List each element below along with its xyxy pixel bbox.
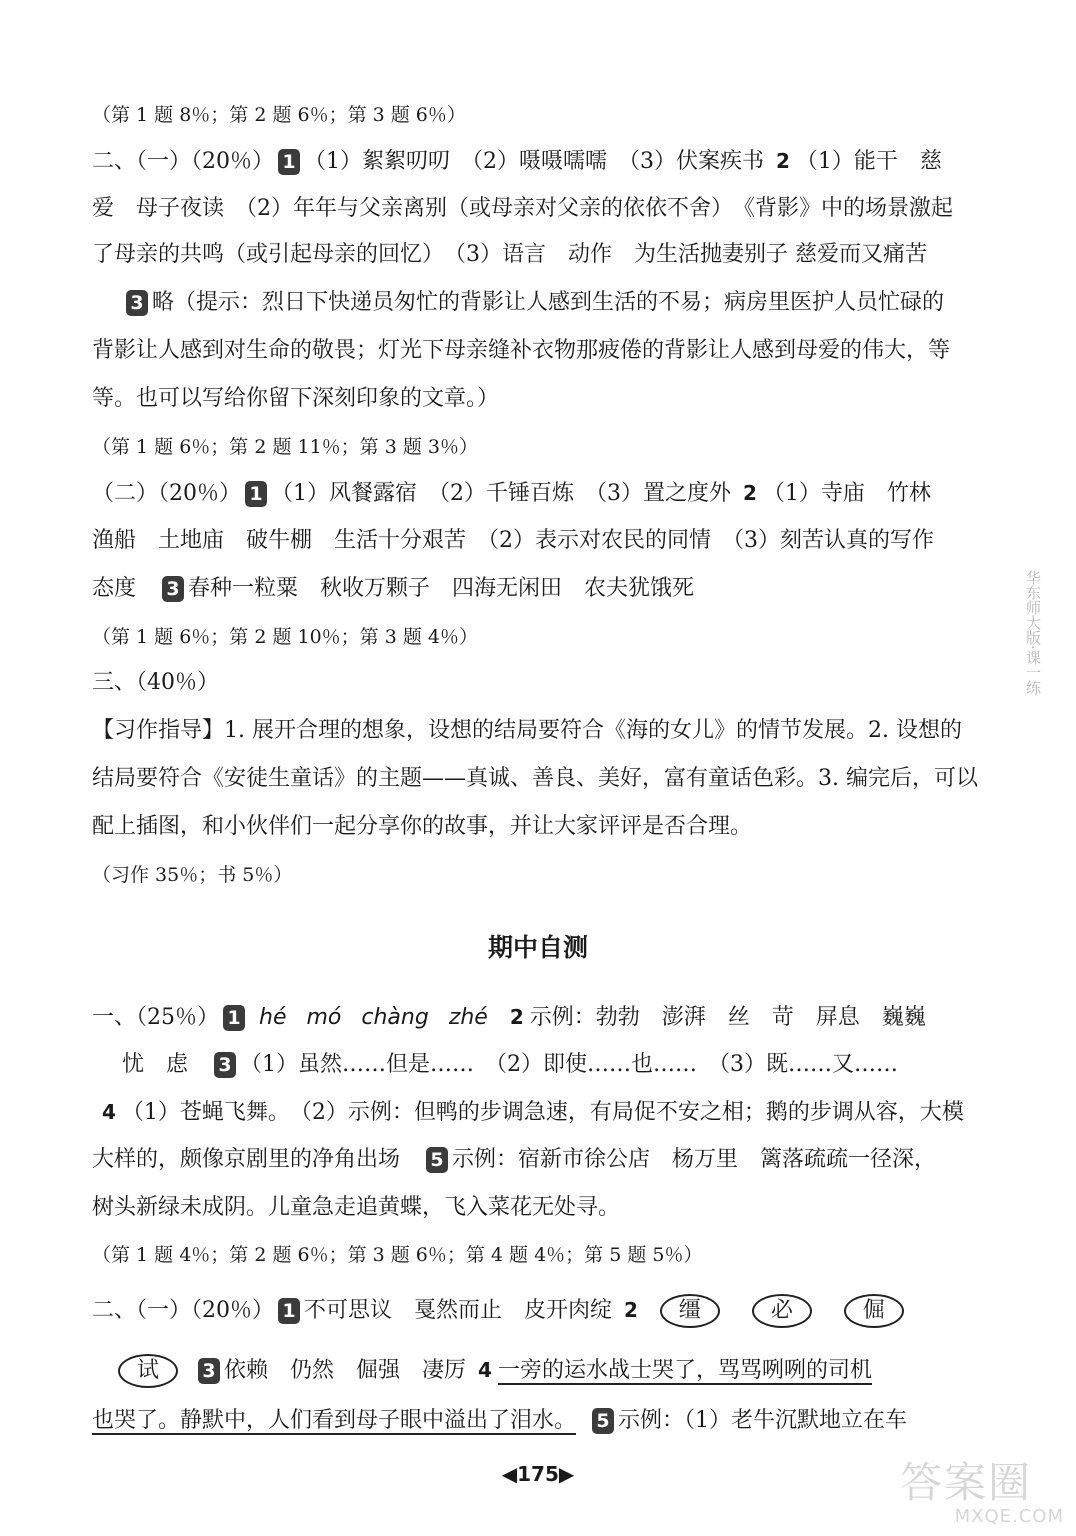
section-label: 三、（40％） <box>92 670 219 695</box>
question-number-badge: 1 <box>223 1005 245 1031</box>
section-label: 一、（25％） <box>92 1005 219 1030</box>
answer-text: 不可思议 戛然而止 皮开肉绽 <box>304 1298 613 1323</box>
answer-text: 示例：勃勃 澎湃 丝 苛 屏息 巍巍 <box>529 1005 926 1030</box>
pinyin-word: chàng <box>361 1005 429 1030</box>
score-note-2: （第 1 题 6％；第 2 题 11％；第 3 题 3％） <box>92 436 478 458</box>
writing-guide: 配上插图，和小伙伴们一起分享你的故事，并让大家评评是否合理。 <box>92 814 753 839</box>
pinyin-word: mó <box>306 1005 342 1030</box>
question-number-badge: 5 <box>592 1408 614 1434</box>
question-number-badge: 3 <box>214 1052 236 1078</box>
answer-line: 渔船 土地庙 破牛棚 生活十分艰苦 （2）表示对农民的同情 （3）刻苦认真的写作 <box>92 528 934 553</box>
question-number-badge: 1 <box>245 481 267 507</box>
circled-character: 试 <box>118 1354 178 1388</box>
section-label: 二、（一）（20％） <box>92 149 274 174</box>
answer-text: （1）能干 慈 <box>795 149 942 174</box>
answer-text: 忧 虑 <box>122 1052 189 1077</box>
answer-line <box>92 1406 907 1436</box>
underlined-answer: 一旁的运水战士哭了，骂骂咧咧的司机 <box>497 1358 872 1383</box>
answer-text: （1）苍蝇飞舞。 （2）示例：但鸭的步调急速，有局促不安之相；鹅的步调从容，大模 <box>121 1100 964 1125</box>
writing-guide: 结局要符合《安徒生童话》的主题——真诚、善良、美好，富有童话色彩。3. 编完后，可以 <box>92 766 978 791</box>
section-label: 二、（一）（20％） <box>92 1298 274 1323</box>
question-number-badge: 1 <box>278 1298 300 1324</box>
question-number-badge: 1 <box>278 149 300 175</box>
score-note-1: （第 1 题 8％；第 2 题 6％；第 3 题 6％） <box>92 104 466 126</box>
answer-line <box>122 288 944 318</box>
answer-line <box>92 1002 926 1033</box>
side-series-label: 华东师大版·课一练 <box>1024 570 1042 695</box>
answer-line: 了母亲的共鸣（或引起母亲的回忆） （3）语言 动作 为生活抛妻别子 慈爱而又痛苦 <box>92 242 927 267</box>
answer-line: 等。也可以写给你留下深刻印象的文章。） <box>92 386 500 411</box>
watermark-text: 答案圈 <box>900 1458 1033 1507</box>
question-number: 4 <box>478 1358 492 1382</box>
question-number-badge: 5 <box>426 1147 448 1173</box>
answer-text: （1）寺庙 竹林 <box>762 481 931 506</box>
answer-text: 春种一粒粟 秋收万颗子 四海无闲田 农夫犹饿死 <box>188 576 695 601</box>
answer-line <box>102 1097 964 1128</box>
question-number: 4 <box>102 1100 116 1124</box>
answer-line: 爱 母子夜读 （2）年年与父亲离别（或母亲对父亲的依依不舍） 《背影》中的场景激起 <box>92 196 954 221</box>
answer-text: 大样的，颇像京剧里的净角出场 <box>92 1147 401 1172</box>
circled-character: 必 <box>752 1294 812 1328</box>
page-number: ◀175▶ <box>501 1462 575 1486</box>
answer-text: 示例：宿新市徐公店 杨万里 篱落疏疏一径深， <box>452 1147 937 1172</box>
circled-character: 倔 <box>844 1294 904 1328</box>
question-number-badge: 3 <box>162 576 184 602</box>
answer-line <box>92 478 931 509</box>
answer-line <box>92 1294 920 1328</box>
score-note-4: （习作 35％；书 5％） <box>92 864 293 886</box>
answer-line: 树头新绿未成阴。儿童急走追黄蝶，飞入菜花无处寻。 <box>92 1195 621 1220</box>
underlined-answer: 也哭了。静默中，人们看到母子眼中溢出了泪水。 <box>92 1408 577 1433</box>
answer-text: 态度 <box>92 576 137 601</box>
answer-line <box>92 574 694 604</box>
score-note-5: （第 1 题 4％；第 2 题 6％；第 3 题 6％；第 4 题 4％；第 5 题 5％） <box>92 1244 703 1266</box>
circled-character: 缰 <box>660 1294 720 1328</box>
answer-line: 背影让人感到对生命的敬畏；灯光下母亲缝补衣物那疲倦的背影让人感到母爱的伟大，等 <box>92 338 951 363</box>
score-note-3: （第 1 题 6％；第 2 题 10％；第 3 题 4％） <box>92 626 478 648</box>
question-number-badge: 3 <box>126 290 148 316</box>
section-label: （二）（20％） <box>92 481 241 506</box>
pinyin-word: zhé <box>448 1005 488 1030</box>
watermark-logo <box>900 1460 1070 1530</box>
question-number-badge: 3 <box>198 1358 220 1384</box>
answer-line <box>118 1354 872 1388</box>
question-number: 2 <box>776 149 790 173</box>
question-number: 2 <box>624 1298 638 1322</box>
pinyin-word: hé <box>259 1005 287 1030</box>
question-number: 2 <box>743 481 757 505</box>
question-number: 2 <box>509 1005 524 1029</box>
answer-line <box>92 1145 936 1175</box>
answer-text: （1）风餐露宿 （2）千锤百炼 （3）置之度外 <box>271 481 731 506</box>
answer-line <box>122 1050 898 1080</box>
writing-guide: 【习作指导】1. 展开合理的想象，设想的结局要符合《海的女儿》的情节发展。2. 设想的 <box>92 718 962 743</box>
answer-text: 示例：（1）老牛沉默地立在车 <box>618 1408 908 1433</box>
answer-text: 依赖 仍然 倔强 凄厉 <box>224 1358 467 1383</box>
section-title: 期中自测 <box>487 933 588 962</box>
answer-text: （1）虽然……但是…… （2）即使……也…… （3）既……又…… <box>240 1052 899 1077</box>
answer-line <box>92 146 942 177</box>
watermark-url: MXQE.COM <box>954 1506 1064 1527</box>
answer-text: （1）絮絮叨叨 （2）嗫嗫嚅嚅 （3）伏案疾书 <box>304 149 764 174</box>
answer-text: 略（提示：烈日下快递员匆忙的背影让人感到生活的不易；病房里医护人员忙碌的 <box>152 290 945 315</box>
